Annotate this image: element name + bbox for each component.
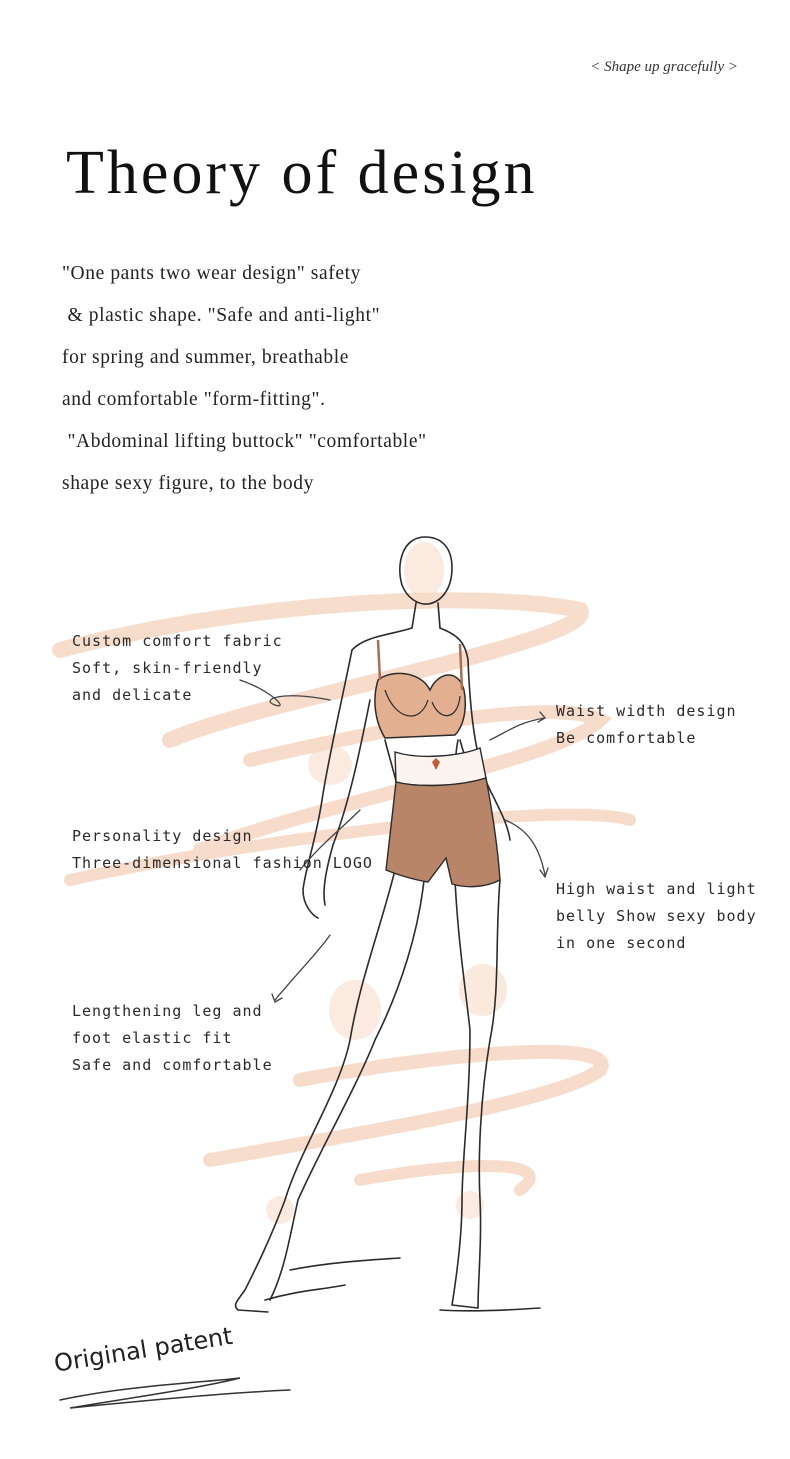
annotation-line: Personality design xyxy=(72,827,253,845)
annotation-line: Lengthening leg and xyxy=(72,1002,263,1020)
intro-line: "One pants two wear design" safety xyxy=(62,263,361,284)
tagline: < Shape up gracefully > xyxy=(590,59,738,75)
intro-line: for spring and summer, breathable xyxy=(62,347,350,368)
annotation-logo xyxy=(72,823,373,877)
annotation-line: Three-dimensional fashion LOGO xyxy=(72,854,373,872)
annotation-line: Safe and comfortable xyxy=(72,1056,273,1074)
intro-line: & plastic shape. "Safe and anti-light" xyxy=(62,305,381,326)
annotation-waist xyxy=(556,698,737,752)
annotation-line: and delicate xyxy=(72,686,193,704)
annotation-line: Waist width design xyxy=(556,702,737,720)
annotation-belly xyxy=(556,876,757,957)
intro-line: "Abdominal lifting buttock" "comfortable" xyxy=(62,431,427,452)
shorts-illustration xyxy=(386,778,500,887)
annotation-line: Custom comfort fabric xyxy=(72,632,283,650)
intro-line: and comfortable "form-fitting". xyxy=(62,389,326,410)
annotation-line: foot elastic fit xyxy=(72,1029,233,1047)
annotation-line: Be comfortable xyxy=(556,729,697,747)
annotation-fabric xyxy=(72,628,283,709)
annotation-line: Soft, skin-friendly xyxy=(72,659,263,677)
waistband xyxy=(395,748,486,785)
annotation-line: belly Show sexy body xyxy=(556,907,757,925)
original-patent-label: Original patent xyxy=(52,1321,235,1378)
annotation-line: in one second xyxy=(556,934,687,952)
annotation-line: High waist and light xyxy=(556,880,757,898)
annotation-leg xyxy=(72,998,273,1079)
intro-line: shape sexy figure, to the body xyxy=(62,473,314,494)
page-title: Theory of design xyxy=(66,139,538,207)
